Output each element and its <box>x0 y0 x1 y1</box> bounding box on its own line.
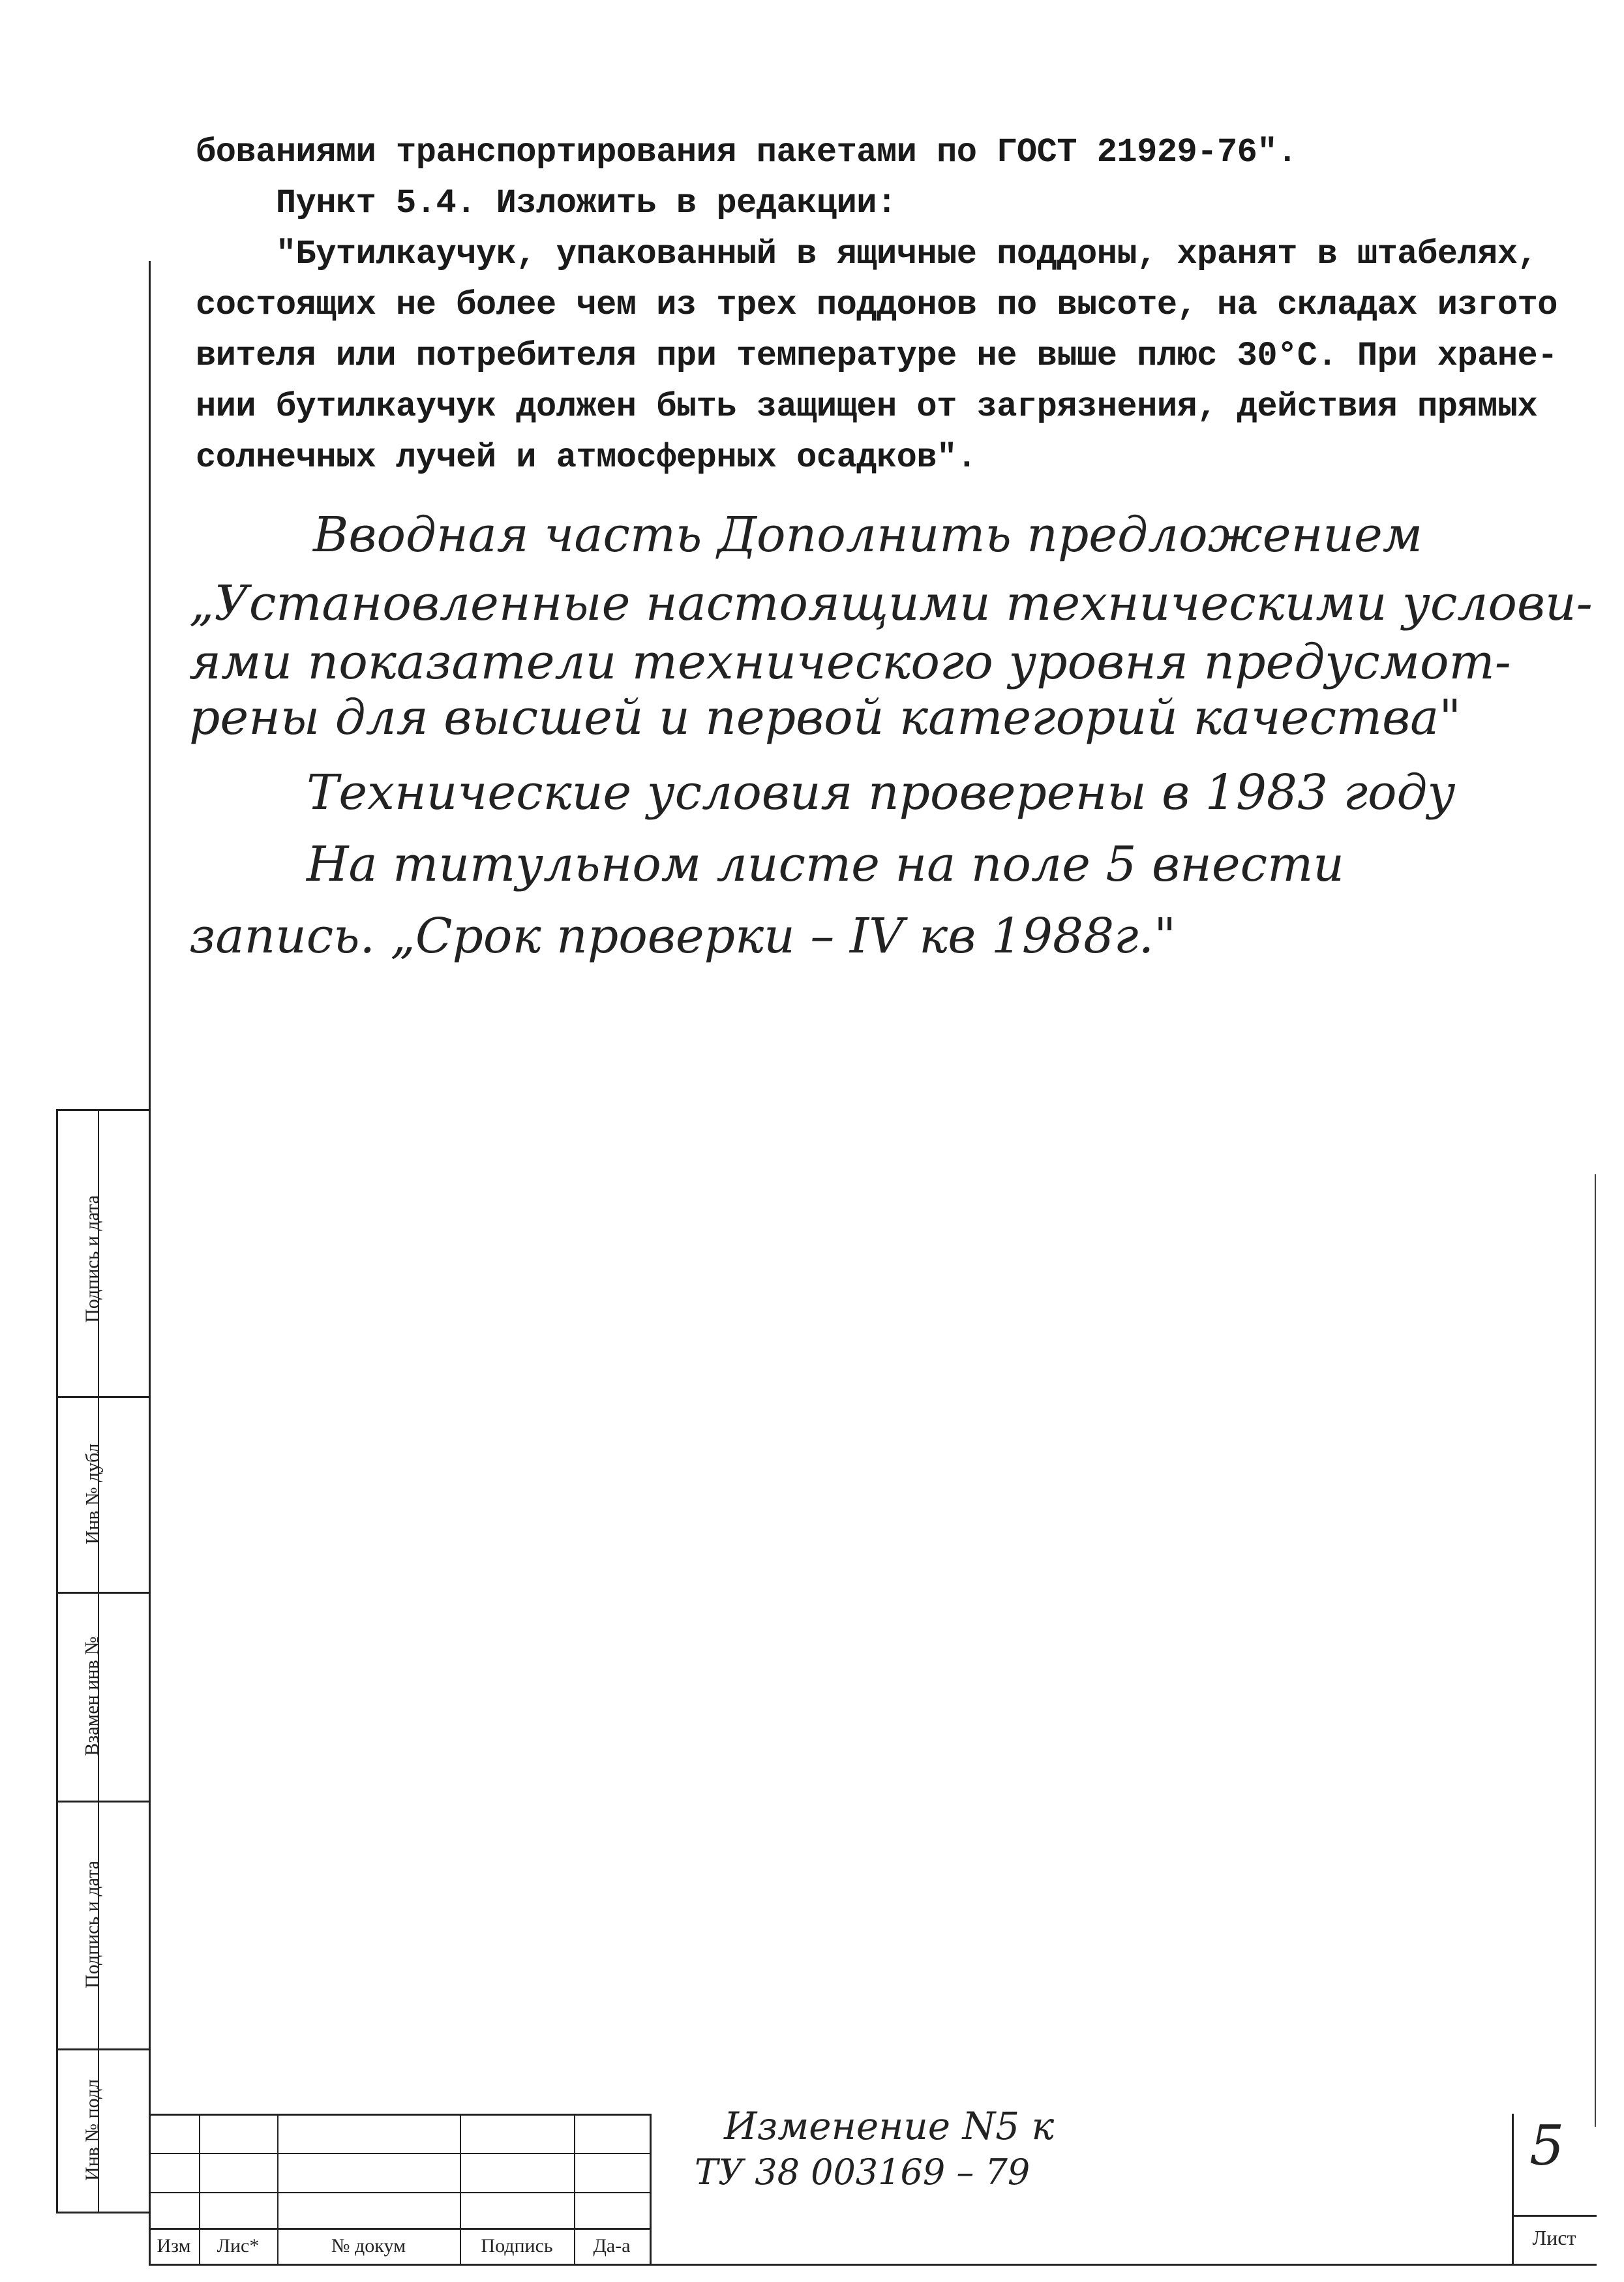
side-label-inv-podl: Инв № подл <box>82 2079 103 2181</box>
typed-line: Пункт 5.4. Изложить в редакции: <box>196 184 897 222</box>
title-block-col-line <box>650 2114 652 2264</box>
handwritten-line: рены для высшей и первой категорий качества" <box>189 690 1462 746</box>
typed-line: состоящих не более чем из трех поддонов по высоте, на складах изгото <box>196 286 1557 324</box>
title-block-list-label: Лис* <box>217 2235 260 2257</box>
title-block-podpis-label: Подпись <box>481 2235 553 2257</box>
title-block-row-line <box>149 2192 651 2193</box>
title-block-row-line <box>149 2153 651 2154</box>
title-block-data-label: Да-а <box>593 2235 631 2257</box>
document-title-line1: Изменение N5 к <box>724 2104 1055 2148</box>
typed-line: вителя или потребителя при температуре не выше плюс 30°С. При хране- <box>196 337 1557 375</box>
side-label-vzamen-inv: Взамен инв № <box>82 1636 103 1756</box>
side-stamp-divider <box>56 2212 150 2214</box>
side-label-inv-dubl: Инв № дубл <box>82 1443 103 1545</box>
handwritten-line: „Установленные настоящими техническими услови- <box>189 575 1593 631</box>
left-margin-line <box>149 261 151 2264</box>
sheet-label: Лист <box>1532 2225 1576 2249</box>
handwritten-line: Технические условия проверены в 1983 году <box>307 765 1456 821</box>
side-label-podpis-data: Подпись и дата <box>82 1195 104 1323</box>
side-label-podpis-data: Подпись и дата <box>82 1861 104 1988</box>
handwritten-line: запись. „Срок проверки – IV кв 1988г." <box>189 908 1177 964</box>
side-stamp-divider <box>56 1801 150 1803</box>
typed-line: бованиями транспортирования пакетами по ГОСТ 21929-76". <box>196 133 1297 172</box>
typed-line: солнечных лучей и атмосферных осадков". <box>196 438 977 477</box>
handwritten-line: Вводная часть Дополнить предложением <box>313 507 1423 563</box>
typed-line: нии бутилкаучук должен быть защищен от загрязнения, действия прямых <box>196 388 1538 426</box>
title-block-dokum-label: № докум <box>331 2235 406 2257</box>
document-title-line2: ТУ 38 003169 – 79 <box>695 2152 1030 2193</box>
title-block-top-line <box>149 2114 651 2116</box>
side-stamp-divider <box>56 2048 150 2050</box>
handwritten-line: На титульном листе на поле 5 внести <box>307 836 1344 892</box>
side-stamp-divider <box>56 1396 150 1398</box>
title-block-izm-label: Изм <box>157 2235 191 2257</box>
handwritten-line: ями показатели технического уровня предусмот- <box>189 634 1511 690</box>
side-stamp-divider <box>56 1109 150 1111</box>
title-block-bottom-line <box>149 2264 1597 2266</box>
side-stamp-divider <box>56 1592 150 1594</box>
sheet-box-divider <box>1512 2215 1597 2217</box>
right-border-line <box>1595 1174 1596 2127</box>
typed-line: "Бутилкаучук, упакованный в ящичные поддоны, хранят в штабелях, <box>196 235 1538 273</box>
sheet-number: 5 <box>1529 2114 1565 2178</box>
